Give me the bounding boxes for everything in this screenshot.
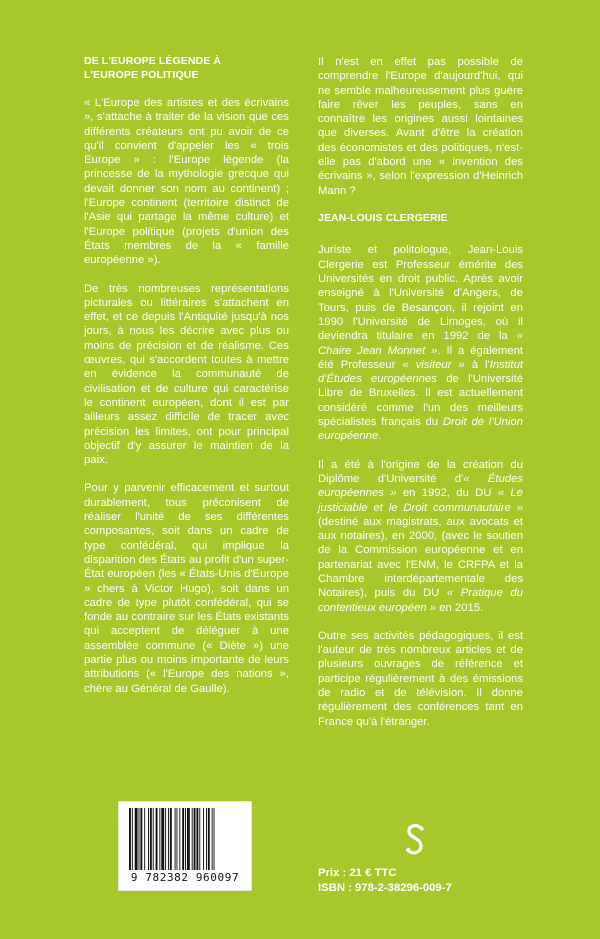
paragraph-unity: Pour y parvenir efficacement et surtout durablement, tous préconisent de réaliser l'unité de ses différentes composantes, soit dans un cadre de type confédéral, qui implique la disparition des États au profit d'un super-État européen (les « États-Unis d'Europe » chers à Victor Hugo), soit dans un cadre de type plutôt confédéral, qui se fonde au contraire sur les États existants qui acceptent de déléguer à une assemblée commune (« Diète ») une partie plus ou moins importante de leurs attributions (« l'Europe des nations », chère au Général de Gaulle). bbox=[84, 482, 289, 695]
price-block bbox=[318, 866, 452, 896]
price-text: Prix : 21 € TTC bbox=[318, 867, 397, 879]
paragraph-intro: Il n'est en effet pas possible de comprendre l'Europe d'aujourd'hui, qui ne semble malheureusement plus guère faire rêver les peuples, sans en connaître les origines aussi lointaines que diverses. Avant d'être la création des économistes et des politiques, n'est-elle pas d'abord une « invention des écrivains », selon l'expression d'Heinrich Mann ? bbox=[318, 56, 523, 197]
barcode-bars-icon bbox=[129, 808, 241, 870]
heading-line-2: L'EUROPE POLITIQUE bbox=[84, 68, 199, 81]
publisher-s-logo-icon bbox=[403, 823, 427, 857]
isbn-text: ISBN : 978-2-38296-009-7 bbox=[318, 882, 452, 894]
paragraph-europe-types: « L'Europe des artistes et des écrivains », s'attache à traiter de la vision que ces différents créateurs ont pu avoir de ce qu'il convient d'appeler les « trois Europe » : l'Europe légende (la princesse de la mythologie grecque qui devait donner son nom au continent) ; l'Europe continent (territoire distinct de l'Asie qui partage la même culture) et l'Europe politique (projets d'union des États membres de la « famille européenne »). bbox=[84, 97, 289, 267]
paragraph-representations: De très nombreuses représentations picturales ou littéraires s'attachent en effet, et ce depuis l'Antiquité jusqu'à nos jours, à nous les décrire avec plus ou moins de précision et de réalisme. Ces œuvres, qui s'accordent toutes à mettre en évidence la communauté de civilisation et de culture qui caractérise le continent européen, dont il est par ailleurs assez difficile de tracer avec précision les limites, ont pour principal objectif d'y assurer le maintien de la paix. bbox=[84, 282, 289, 467]
left-column bbox=[84, 55, 289, 710]
paragraph-bio-diplomas: Il a été à l'origine de la création du Diplôme d'Université d'« Études européennes » en 1992, du DU « Le justiciable et le Droit communautaire » (destiné aux magistrats, aux avocats et aux notaires), en 2000, (avec le soutien de la Commission européenne et en partenariat avec l'ENM, le CRFPA et la Chambre interdépartementale des Notaires), puis du DU « Pratique du contentieux européen » en 2015. bbox=[318, 458, 523, 614]
paragraph-bio-career: Juriste et politologue, Jean-Louis Clergerie est Professeur émérite des Universités en droit public. Après avoir enseigné à l'Université d'Angers, de Tours, puis de Besançon, il rejoint en 1990 l'Université de Limoges, où il deviendra titulaire en 1992 de la « Chaire Jean Monnet ». Il a également été Professeur « visiteur » à l'Institut d'Études européennes de l'Université Libre de Bruxelles. Il est actuellement considéré comme l'un des meilleurs spécialistes français du Droit de l'Union européenne. bbox=[318, 244, 523, 443]
isbn-barcode bbox=[118, 801, 252, 891]
author-heading: JEAN-LOUIS CLERGERIE bbox=[318, 211, 448, 224]
section-heading bbox=[84, 55, 289, 82]
paragraph-bio-activities: Outre ses activités pédagogiques, il est l'auteur de très nombreux articles et de plusieurs ouvrages de référence et participe régulièrement à des émissions de radio et de télévision. Il donne régulièrement des conférences tant en France qu'à l'étranger. bbox=[318, 629, 523, 728]
heading-line-1: DE L'EUROPE LÉGENDE À bbox=[84, 55, 222, 67]
barcode-digits: 9 782382 960097 bbox=[130, 871, 240, 884]
right-column bbox=[318, 55, 523, 743]
